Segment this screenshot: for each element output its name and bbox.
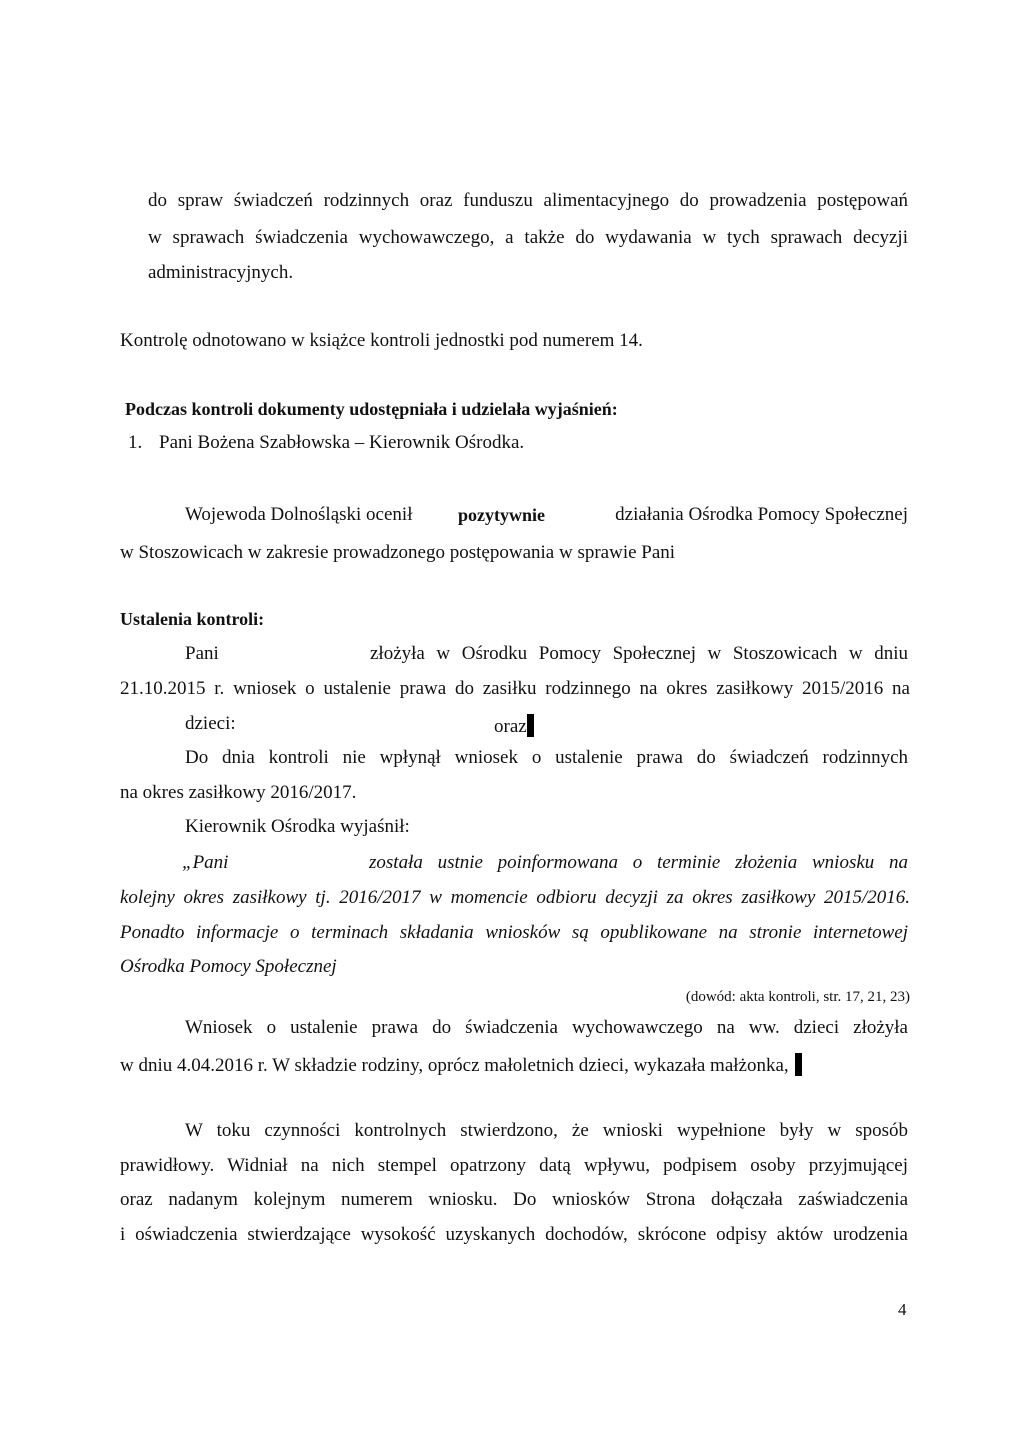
text-line: do spraw świadczeń rodzinnych oraz funduszu alimentacyjnego do prowadzenia postępowań [148,190,908,211]
text-line: w sprawach świadczenia wychowawczego, a także do wydawania w tych sprawach decyzji [148,227,908,248]
text-line: 21.10.2015 r. wniosek o ustalenie prawa do zasiłku rodzinnego na okres zasiłkowy 2015/2016 na [120,678,910,699]
text-fragment: Pani [185,643,219,664]
quote-line: Ośrodka Pomocy Społecznej [120,956,337,977]
quote-line: Ponadto informacje o terminach składania wniosków są opublikowane na stronie internetowej [120,922,908,943]
text-line: prawidłowy. Widniał na nich stempel opatrzony datą wpływu, podpisem osoby przyjmującej [120,1155,908,1176]
text-line: Kontrolę odnotowano w książce kontroli jednostki pod numerem 14. [120,330,643,351]
section-heading: Podczas kontroli dokumenty udostępniała i udzielała wyjaśnień: [125,399,618,419]
text-line: Kierownik Ośrodka wyjaśnił: [185,816,410,837]
text-fragment: w dniu 4.04.2016 r. W składzie rodziny, oprócz małoletnich dzieci, wykazała małżonka, [120,1055,789,1076]
text-fragment: Wojewoda Dolnośląski ocenił [185,504,413,525]
text-line [120,1053,802,1076]
text-line: Do dnia kontroli nie wpłynął wniosek o ustalenie prawa do świadczeń rodzinnych [185,747,908,768]
text-fragment: złożyła w Ośrodku Pomocy Społecznej w Stoszowicach w dniu [370,643,908,664]
redaction-block [527,714,534,737]
list-item: Pani Bożena Szabłowska – Kierownik Ośrodka. [159,432,525,453]
quote-fragment: „Pani [182,852,229,873]
text-fragment: działania Ośrodka Pomocy Społecznej [615,504,908,525]
text-line: oraz nadanym kolejnym numerem wniosku. Do wniosków Strona dołączała zaświadczenia [120,1189,908,1210]
text-fragment [494,714,534,737]
text-oraz: oraz [494,716,527,737]
evidence-note: (dowód: akta kontroli, str. 17, 21, 23) [685,989,910,1005]
page-number: 4 [898,1300,907,1319]
text-fragment: dzieci: [185,713,236,734]
quote-fragment: została ustnie poinformowana o terminie złożenia wniosku na [369,852,908,873]
list-item-number: 1. [128,432,143,453]
section-heading: Ustalenia kontroli: [120,609,265,629]
redaction-block [795,1053,802,1076]
text-line: w Stoszowicach w zakresie prowadzonego postępowania w sprawie Pani [120,542,676,563]
text-line: Wniosek o ustalenie prawa do świadczenia wychowawczego na ww. dzieci złożyła [185,1017,908,1038]
quote-line: kolejny okres zasiłkowy tj. 2016/2017 w momencie odbioru decyzji za okres zasiłkowy 2015/2016. [120,887,910,908]
text-line: administracyjnych. [148,262,294,283]
text-line: na okres zasiłkowy 2016/2017. [120,782,357,803]
bold-word: pozytywnie [458,505,545,525]
text-line: i oświadczenia stwierdzające wysokość uzyskanych dochodów, skrócone odpisy aktów urodzenia [120,1224,908,1245]
text-line: W toku czynności kontrolnych stwierdzono, że wnioski wypełnione były w sposób [185,1120,908,1141]
